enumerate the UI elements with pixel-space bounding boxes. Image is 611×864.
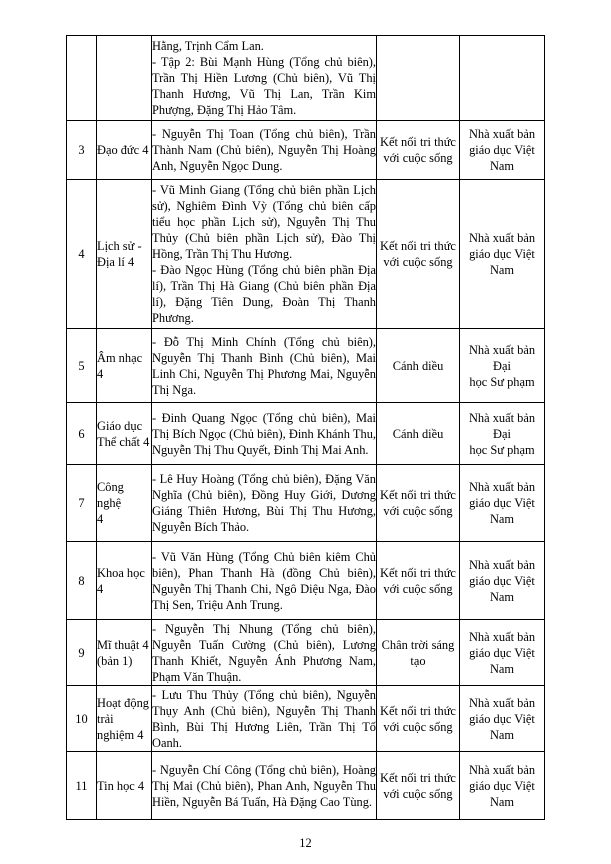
table-row bbox=[67, 620, 545, 686]
authors-line: - Lưu Thu Thủy (Tổng chủ biên), Nguyễn Thụy Anh (Chủ biên), Nguyễn Thị Thanh Bình, Bùi Thị Hương Liên, Trần Thị Tố Oanh. bbox=[152, 687, 376, 750]
series-cell: Kết nối tri thức với cuộc sống bbox=[377, 465, 460, 542]
subject-cell bbox=[97, 36, 152, 121]
authors-line: - Nguyễn Thị Nhung (Tổng chủ biên), Nguyễn Tuấn Cường (Chủ biên), Lương Thanh Khiết, Nguyễn Ánh Phương Nam, Phạm Văn Thuận. bbox=[152, 621, 376, 684]
subject-cell: Khoa học 4 bbox=[97, 542, 152, 620]
authors-line: - Đinh Quang Ngọc (Tổng chủ biên), Mai Thị Bích Ngọc (Chủ biên), Đinh Khánh Thu, Nguyễn Thị Thu Quyết, Đinh Thị Mai Anh. bbox=[152, 410, 376, 457]
subject-cell: Hoạt động trải nghiệm 4 bbox=[97, 686, 152, 752]
authors-line: - Đào Ngọc Hùng (Tổng chủ biên phần Địa lí), Trần Thị Hà Giang (Chủ biên phần Địa lí), Đặng Tiên Dung, Đoàn Thị Thanh Phương. bbox=[152, 263, 376, 325]
table-row bbox=[67, 329, 545, 403]
series-cell: Chân trời sáng tạo bbox=[377, 620, 460, 686]
authors-cell bbox=[152, 752, 377, 820]
series-cell: Cánh diều bbox=[377, 329, 460, 403]
subject-cell: Tin học 4 bbox=[97, 752, 152, 820]
authors-line: - Nguyễn Chí Công (Tổng chủ biên), Hoàng Thị Mai (Chủ biên), Phan Anh, Nguyễn Thu Hiền, Nguyễn Bá Tuấn, Hà Đặng Cao Tùng. bbox=[152, 762, 376, 809]
table-row bbox=[67, 36, 545, 121]
authors-cell bbox=[152, 121, 377, 180]
row-number: 8 bbox=[67, 542, 97, 620]
authors-cell bbox=[152, 620, 377, 686]
page-number: 12 bbox=[299, 836, 312, 850]
subject-cell: Đạo đức 4 bbox=[97, 121, 152, 180]
table-row bbox=[67, 542, 545, 620]
authors-cell bbox=[152, 36, 377, 121]
authors-cell bbox=[152, 542, 377, 620]
authors-cell bbox=[152, 329, 377, 403]
textbook-table bbox=[66, 35, 545, 820]
authors-cell bbox=[152, 686, 377, 752]
table-row bbox=[67, 465, 545, 542]
publisher-cell: Nhà xuất bản Đại học Sư phạm bbox=[460, 403, 545, 465]
row-number: 7 bbox=[67, 465, 97, 542]
row-number: 9 bbox=[67, 620, 97, 686]
table-row bbox=[67, 403, 545, 465]
authors-line: - Vũ Văn Hùng (Tổng Chủ biên kiêm Chủ biên), Phan Thanh Hà (đồng Chủ biên), Nguyễn Thị Thanh Chi, Ngô Diệu Nga, Đào Thị Sen, Triệu Anh Trung. bbox=[152, 549, 376, 612]
publisher-cell: Nhà xuất bản giáo dục Việt Nam bbox=[460, 752, 545, 820]
authors-line: - Nguyễn Thị Toan (Tổng chủ biên), Trần Thành Nam (Chủ biên), Nguyễn Thị Hoàng Anh, Nguyễn Ngọc Dung. bbox=[152, 127, 376, 173]
authors-cell bbox=[152, 403, 377, 465]
authors-cell bbox=[152, 180, 377, 329]
authors-line: - Đỗ Thị Minh Chính (Tổng chủ biên), Nguyễn Thị Thanh Bình (Chủ biên), Mai Linh Chi, Nguyễn Thị Phương Mai, Nguyễn Thị Nga. bbox=[152, 334, 376, 397]
series-cell: Kết nối tri thức với cuộc sống bbox=[377, 180, 460, 329]
subject-cell: Lịch sử - Địa lí 4 bbox=[97, 180, 152, 329]
row-number: 4 bbox=[67, 180, 97, 329]
series-cell: Kết nối tri thức với cuộc sống bbox=[377, 121, 460, 180]
authors-line: - Lê Huy Hoàng (Tổng chủ biên), Đặng Văn Nghĩa (Chủ biên), Đồng Huy Giới, Dương Giáng Thiên Hương, Bùi Thị Thu Hương, Nguyễn Bích Thảo. bbox=[152, 472, 376, 534]
authors-cell bbox=[152, 465, 377, 542]
authors-line: Hằng, Trịnh Cẩm Lan. bbox=[152, 39, 264, 53]
publisher-cell: Nhà xuất bản giáo dục Việt Nam bbox=[460, 180, 545, 329]
row-number: 10 bbox=[67, 686, 97, 752]
publisher-cell: Nhà xuất bản giáo dục Việt Nam bbox=[460, 542, 545, 620]
publisher-cell: Nhà xuất bản giáo dục Việt Nam bbox=[460, 686, 545, 752]
row-number: 3 bbox=[67, 121, 97, 180]
subject-cell: Âm nhạc 4 bbox=[97, 329, 152, 403]
publisher-cell: Nhà xuất bản giáo dục Việt Nam bbox=[460, 620, 545, 686]
row-number bbox=[67, 36, 97, 121]
table-row bbox=[67, 121, 545, 180]
row-number: 5 bbox=[67, 329, 97, 403]
row-number: 11 bbox=[67, 752, 97, 820]
series-cell: Kết nối tri thức với cuộc sống bbox=[377, 752, 460, 820]
row-number: 6 bbox=[67, 403, 97, 465]
series-cell: Kết nối tri thức với cuộc sống bbox=[377, 686, 460, 752]
table-row bbox=[67, 752, 545, 820]
series-cell: Cánh diều bbox=[377, 403, 460, 465]
subject-cell: Giáo dục Thể chất 4 bbox=[97, 403, 152, 465]
publisher-cell: Nhà xuất bản Đại học Sư phạm bbox=[460, 329, 545, 403]
series-cell bbox=[377, 36, 460, 121]
authors-line: - Vũ Minh Giang (Tổng chủ biên phần Lịch sử), Nghiêm Đình Vỳ (Tổng chủ biên cấp tiểu học phần Lịch sử), Nguyễn Thị Thu Thủy (Chủ biên phần Lịch sử), Đào Thị Hồng, Trần Thị Thu Hương. bbox=[152, 183, 376, 261]
publisher-cell: Nhà xuất bản giáo dục Việt Nam bbox=[460, 465, 545, 542]
table-row bbox=[67, 686, 545, 752]
publisher-cell bbox=[460, 36, 545, 121]
series-cell: Kết nối tri thức với cuộc sống bbox=[377, 542, 460, 620]
subject-cell: Công nghệ 4 bbox=[97, 465, 152, 542]
authors-line: - Tập 2: Bùi Mạnh Hùng (Tổng chủ biên), Trần Thị Hiền Lương (Chủ biên), Vũ Thị Thanh Hương, Vũ Thị Lan, Trần Kim Phượng, Đặng Thị Hảo Tâm. bbox=[152, 55, 376, 117]
subject-cell: Mĩ thuật 4 (bản 1) bbox=[97, 620, 152, 686]
table-row bbox=[67, 180, 545, 329]
publisher-cell: Nhà xuất bản giáo dục Việt Nam bbox=[460, 121, 545, 180]
